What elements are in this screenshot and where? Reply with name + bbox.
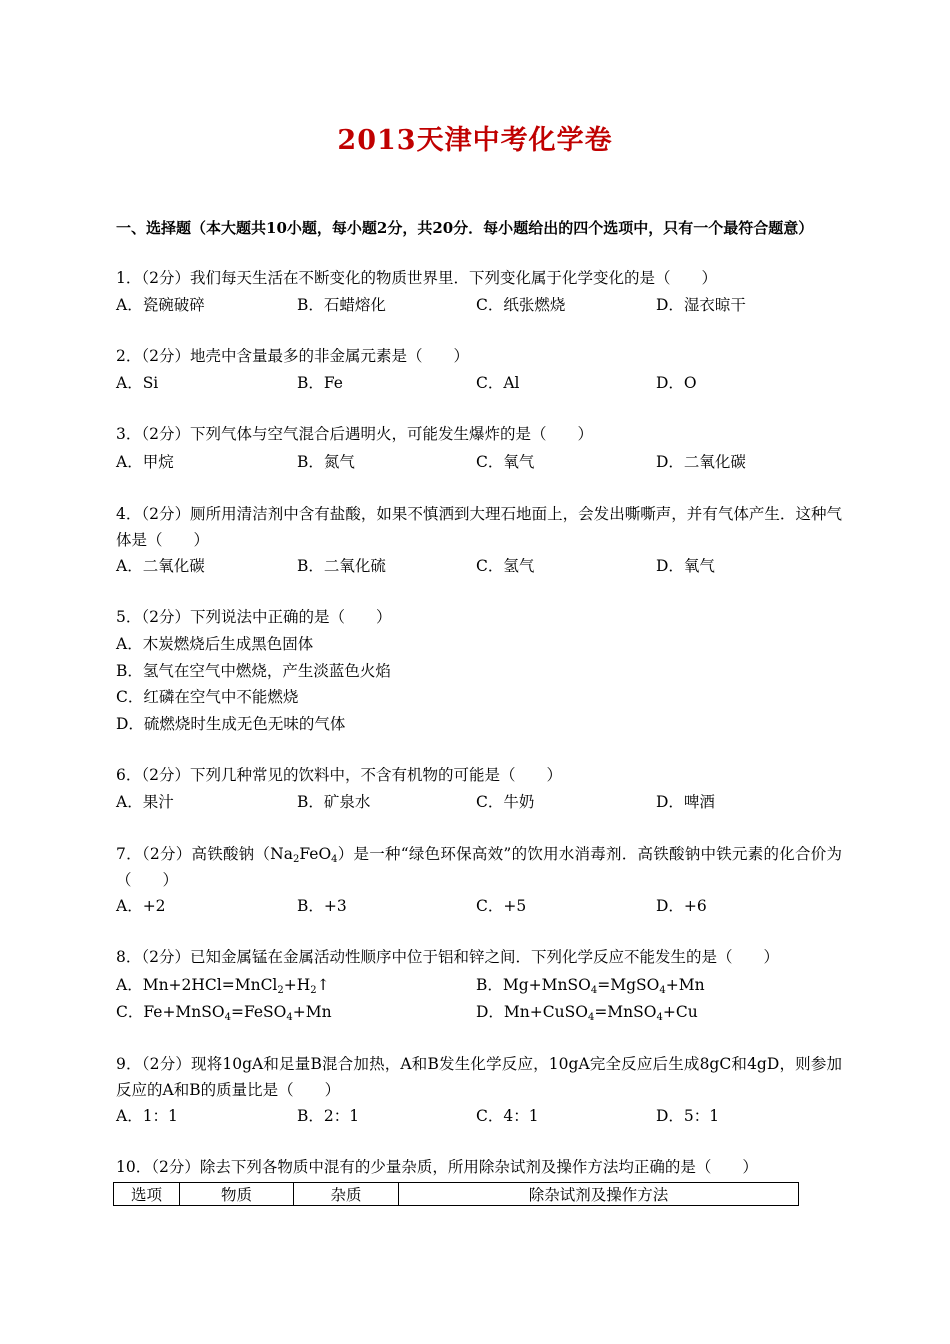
question-4-stem: 4．（2分）厕所用清洁剂中含有盐酸，如果不慎洒到大理石地面上，会发出嘶嘶声，并有气体产生．这种气体是（ ） (116, 505, 842, 549)
q8-option-b: B．Mg+MnSO$_4$=MgSO$_4$+Mn (476, 976, 705, 996)
q6-option-d: D．啤酒 (656, 793, 715, 811)
q9-option-b: B．2：1 (297, 1107, 360, 1125)
q8-option-c: C．Fe+MnSO$_4$=FeSO$_4$+Mn (116, 1003, 332, 1023)
q7-option-d: D．+6 (656, 897, 707, 915)
q2-option-a: A．Si (116, 374, 159, 392)
q7-option-c: C．+5 (476, 897, 527, 915)
section-heading: 一、选择题（本大题共10小题，每小题2分，共20分．每小题给出的四个选项中，只有一个最符合题意） (116, 219, 814, 237)
question-1-stem: 1．（2分）我们每天生活在不断变化的物质世界里．下列变化属于化学变化的是（ ） (116, 269, 717, 287)
q1-option-a: A．瓷碗破碎 (116, 296, 205, 314)
q6-option-b: B．矿泉水 (297, 793, 371, 811)
page-title: 2013天津中考化学卷 (337, 125, 613, 156)
q5-option-c: C．红磷在空气中不能燃烧 (116, 688, 299, 706)
question-2-stem: 2．（2分）地壳中含量最多的非金属元素是（ ） (116, 347, 469, 365)
question-5-stem: 5．（2分）下列说法中正确的是（ ） (116, 608, 392, 626)
q2-option-c: C．Al (476, 374, 520, 392)
q3-option-c: C．氧气 (476, 453, 535, 471)
q4-option-c: C．氢气 (476, 557, 535, 575)
q5-option-a: A．木炭燃烧后生成黑色固体 (116, 635, 314, 653)
q7-option-a: A．+2 (116, 897, 166, 915)
q4-option-b: B．二氧化硫 (297, 557, 386, 575)
table-header-substance: 物质 (180, 1183, 294, 1206)
q9-option-d: D．5：1 (656, 1107, 720, 1125)
question-10-stem: 10．（2分）除去下列各物质中混有的少量杂质，所用除杂试剂及操作方法均正确的是（ ） (116, 1158, 758, 1176)
q8-option-a: A．$Mn+2HCl=MnCl_2+H_2↑$ (116, 976, 330, 996)
q3-option-b: B．氮气 (297, 453, 355, 471)
q9-option-c: C．4：1 (476, 1107, 539, 1125)
q1-option-c: C．纸张燃烧 (476, 296, 566, 314)
table-header-option: 选项 (114, 1183, 180, 1206)
q3-option-d: D．二氧化碳 (656, 453, 746, 471)
q1-option-b: B．石蜡熔化 (297, 296, 386, 314)
q5-option-d: D．硫燃烧时生成无色无味的气体 (116, 715, 346, 733)
q3-option-a: A．甲烷 (116, 453, 174, 471)
q4-option-d: D．氧气 (656, 557, 715, 575)
q1-option-d: D．湿衣晾干 (656, 296, 746, 314)
q4-option-a: A．二氧化碳 (116, 557, 205, 575)
question-6-stem: 6．（2分）下列几种常见的饮料中，不含有机物的可能是（ ） (116, 766, 562, 784)
q9-option-a: A．1：1 (116, 1107, 178, 1125)
question-3-stem: 3．（2分）下列气体与空气混合后遇明火，可能发生爆炸的是（ ） (116, 425, 593, 443)
question-9-stem: 9．（2分）现将10gA和足量B混合加热，A和B发生化学反应，10gA完全反应后生成8gC和4gD，则参加反应的A和B的质量比是（ ） (116, 1055, 842, 1099)
q8-option-d: D．Mn+CuSO$_4$=MnSO$_4$+Cu (476, 1003, 698, 1023)
q5-option-b: B．氢气在空气中燃烧，产生淡蓝色火焰 (116, 662, 391, 680)
q2-option-b: B．Fe (297, 374, 343, 392)
q6-option-c: C．牛奶 (476, 793, 535, 811)
q2-option-d: D．O (656, 374, 697, 392)
table-header-method: 除杂试剂及操作方法 (399, 1183, 799, 1206)
table-header-impurity: 杂质 (294, 1183, 399, 1206)
q6-option-a: A．果汁 (116, 793, 174, 811)
question-7-stem: 7．（2分）高铁酸钠$(Na_2FeO_4)$是一种“绿色环保高效”的饮用水消毒剂．高铁酸钠中铁元素的化合价为（ ） (116, 845, 842, 889)
question-8-stem: 8．（2分）已知金属锰在金属活动性顺序中位于铝和锌之间．下列化学反应不能发生的是（ ） (116, 948, 779, 966)
table-header-row (114, 1183, 799, 1206)
q7-option-b: B．+3 (297, 897, 347, 915)
q10-table (113, 1182, 799, 1206)
